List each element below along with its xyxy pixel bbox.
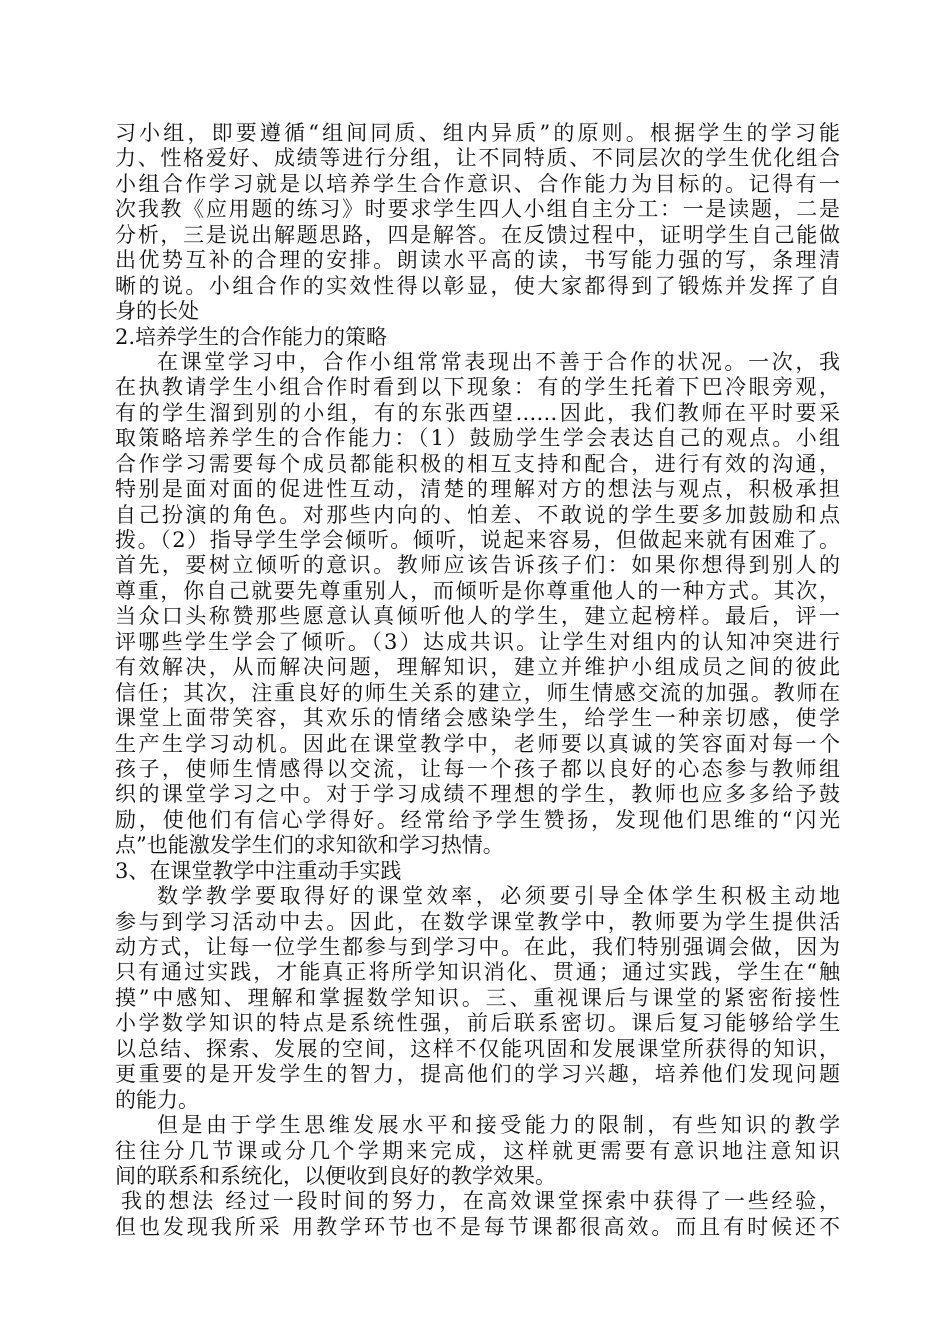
text-line: 在课堂学习中，合作小组常常表现出不善于合作的状况。一次，我 bbox=[157, 349, 840, 374]
text-line: 参与到学习活动中去。因此，在数学课堂教学中，教师要为学生提供活 bbox=[115, 909, 840, 934]
text-line: 织的课堂学习之中。对于学习成绩不理想的学生，教师也应多多给予鼓 bbox=[115, 782, 840, 807]
text-line: 力、性格爱好、成绩等进行分组，让不同特质、不同层次的学生优化组合 bbox=[115, 146, 840, 171]
text-line: 自己扮演的角色。对那些内向的、怕差、不敢说的学生要多加鼓励和点 bbox=[115, 502, 840, 527]
text-line: 的能力。 bbox=[115, 1087, 199, 1112]
text-line: 间的联系和系统化，以便收到良好的教学效果。 bbox=[115, 1163, 556, 1188]
text-line: 往往分几节课或分几个学期来完成，这样就更需要有意识地注意知识 bbox=[115, 1138, 840, 1163]
text-line: 更重要的是开发学生的智力，提高他们的学习兴趣，培养他们发现问题 bbox=[115, 1062, 840, 1087]
text-line: 小组合作学习就是以培养学生合作意识、合作能力为目标的。记得有一 bbox=[115, 171, 840, 196]
text-line: 次我教《应用题的练习》时要求学生四人小组自主分工：一是读题，二是 bbox=[115, 197, 840, 222]
text-line: 出优势互补的合理的安排。朗读水平高的读，书写能力强的写，条理清 bbox=[115, 248, 840, 273]
text-line: 点”也能激发学生们的求知欲和学习热情。 bbox=[115, 833, 504, 858]
text-line: 摸”中感知、理解和掌握数学知识。三、重视课后与课堂的紧密衔接性 bbox=[115, 985, 840, 1010]
text-line: 当众口头称赞那些愿意认真倾听他人的学生，建立起榜样。最后，评一 bbox=[115, 604, 840, 629]
text-line: 但也发现我所采 用教学环节也不是每节课都很高效。而且有时候还不 bbox=[115, 1214, 840, 1239]
text-line: 晰的说。小组合作的实效性得以彰显，使大家都得到了锻炼并发挥了自 bbox=[115, 273, 840, 298]
text-line: 课堂上面带笑容，其欢乐的情绪会感染学生，给学生一种亲切感，使学 bbox=[115, 706, 840, 731]
text-line: 励，使他们有信心学得好。经常给予学生赞扬，发现他们思维的“闪光 bbox=[115, 807, 840, 832]
text-line: 特别是面对面的促进性互动，清楚的理解对方的想法与观点，积极承担 bbox=[115, 477, 840, 502]
text-line: 拨。（2）指导学生学会倾听。倾听，说起来容易，但做起来就有困难了。 bbox=[115, 528, 840, 552]
text-line: 生产生学习动机。因此在课堂教学中，老师要以真诚的笑容面对每一个 bbox=[115, 731, 840, 756]
text-line: 有效解决，从而解决问题，理解知识，建立并维护小组成员之间的彼此 bbox=[115, 655, 840, 680]
text-line: 数学教学要取得好的课堂效率，必须要引导全体学生积极主动地 bbox=[157, 884, 840, 909]
text-line: 小学数学知识的特点是系统性强，前后联系密切。课后复习能够给学生 bbox=[115, 1011, 840, 1036]
text-line: 分析，三是说出解题思路，四是解答。在反馈过程中，证明学生自己能做 bbox=[115, 222, 840, 247]
text-line: 孩子，使师生情感得以交流，让每一个孩子都以良好的心态参与教师组 bbox=[115, 756, 840, 781]
text-line: 2.培养学生的合作能力的策略 bbox=[115, 324, 388, 349]
text-line: 有的学生溜到别的小组，有的东张西望……因此，我们教师在平时要采 bbox=[115, 400, 840, 425]
text-line: 身的长处 bbox=[115, 299, 199, 324]
text-line: 取策略培养学生的合作能力：（1）鼓励学生学会表达自己的观点。小组 bbox=[115, 426, 840, 451]
text-line: 在执教请学生小组合作时看到以下现象：有的学生托着下巴冷眼旁观， bbox=[115, 375, 840, 400]
text-line: 习小组，即要遵循“组间同质、组内异质”的原则。根据学生的学习能 bbox=[115, 121, 840, 145]
text-line: 评哪些学生学会了倾听。（3）达成共识。让学生对组内的认知冲突进行 bbox=[115, 629, 840, 654]
text-line: 但是由于学生思维发展水平和接受能力的限制，有些知识的教学 bbox=[157, 1113, 840, 1138]
text-line: 动方式，让每一位学生都参与到学习中。在此，我们特别强调会做，因为 bbox=[115, 935, 840, 959]
text-line: 尊重，你自己就要先尊重别人，而倾听是你尊重他人的一种方式。其次， bbox=[115, 578, 840, 603]
text-line: 首先，要树立倾听的意识。教师应该告诉孩子们：如果你想得到别人的 bbox=[115, 553, 840, 578]
text-line: 以总结、探索、发展的空间，这样不仅能巩固和发展课堂所获得的知识， bbox=[115, 1036, 840, 1061]
document-body bbox=[115, 121, 840, 1240]
text-line: 只有通过实践，才能真正将所学知识消化、贯通；通过实践，学生在“触 bbox=[115, 960, 840, 985]
text-line: 信任；其次，注重良好的师生关系的建立，师生情感交流的加强。教师在 bbox=[115, 680, 840, 705]
text-line: 合作学习需要每个成员都能积极的相互支持和配合，进行有效的沟通， bbox=[115, 451, 840, 476]
text-line: 我的想法 经过一段时间的努力，在高效课堂探索中获得了一些经验， bbox=[121, 1189, 840, 1214]
text-line: 3、在课堂教学中注重动手实践 bbox=[115, 858, 402, 883]
